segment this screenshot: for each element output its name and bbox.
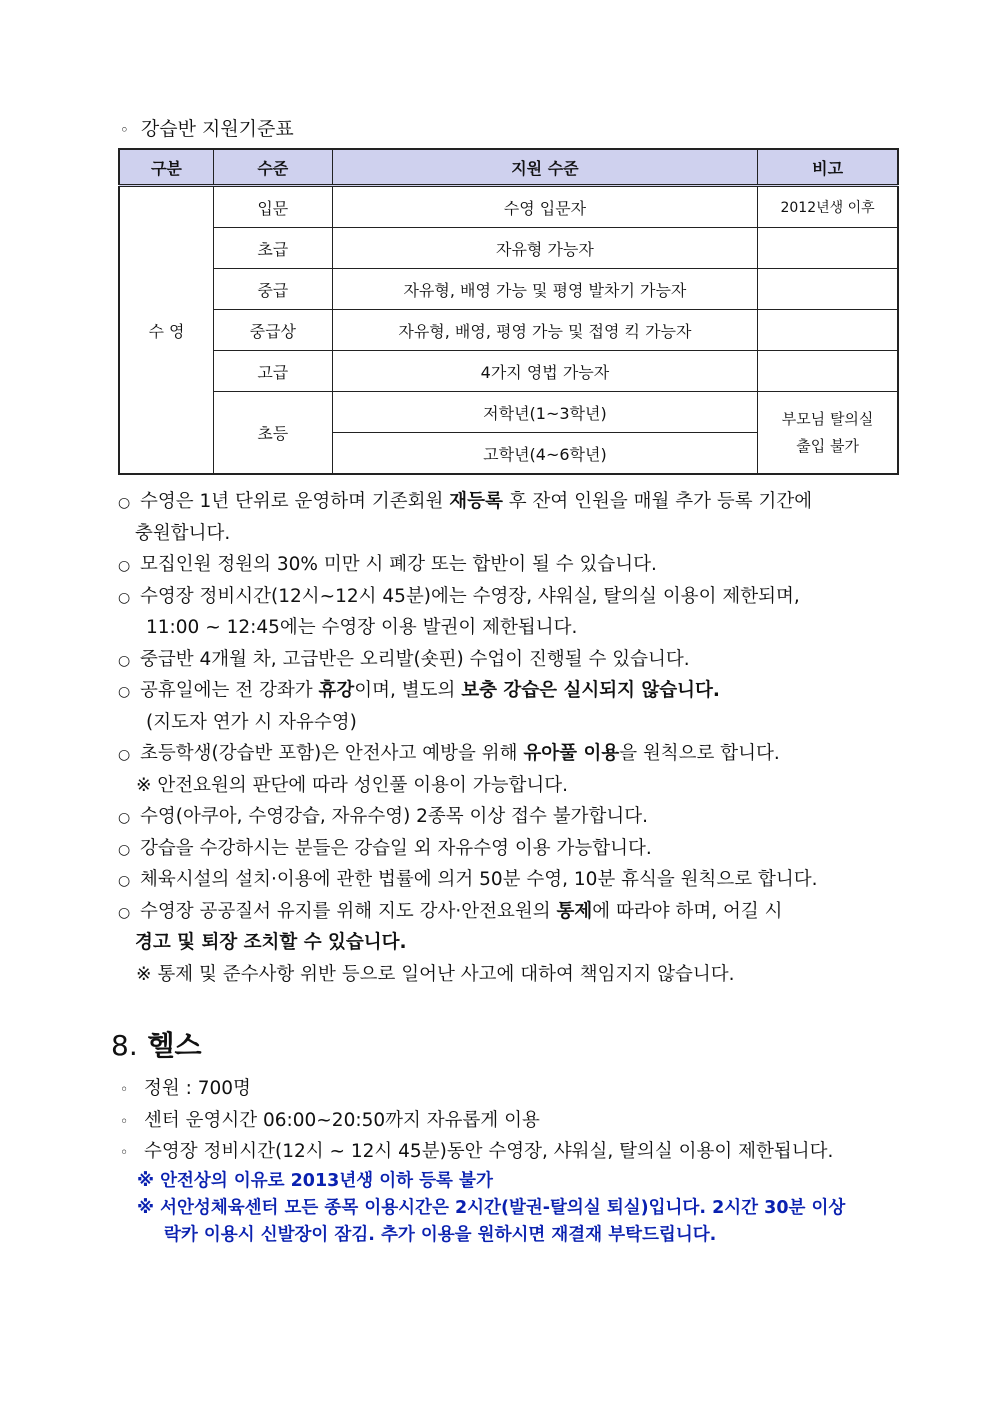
warning-note: ※ 안전상의 이유로 2013년생 이하 등록 불가 (137, 1170, 493, 1191)
note-line: 출입 불가 (796, 436, 859, 455)
section-title: 헬스 (147, 1029, 202, 1062)
warning-note: ※ 서안성체육센터 모든 종목 이용시간은 2시간(발권-탈의실 퇴실)입니다. 2시간 30분 이상 (137, 1197, 846, 1218)
health-list (120, 1073, 900, 1249)
list-sub-note: ※ 안전요원의 판단에 따라 성인풀 이용이 가능합니다. (136, 774, 568, 796)
list-item: ○ 수영장 공공질서 유지를 위해 지도 강사·안전요원의 통제에 따라야 하며, 어길 시 (118, 896, 898, 928)
swimming-notes (118, 486, 898, 990)
circle-bullet: ○ (118, 841, 131, 858)
level-cell: 초등 (213, 392, 332, 475)
note-cell (758, 351, 898, 392)
support-cell: 4가지 영법 가능자 (332, 351, 757, 392)
circle-bullet: ○ (118, 904, 131, 921)
table-section-heading (120, 114, 294, 141)
support-cell: 저학년(1~3학년) (332, 392, 757, 433)
circle-bullet: ○ (118, 873, 131, 889)
section-number: 8. (111, 1029, 138, 1062)
level-cell: 초급 (213, 228, 332, 269)
circle-bullet: ○ (118, 747, 131, 763)
list-item-continuation: 11:00 ~ 12:45에는 수영장 이용 발권이 제한됩니다. (146, 617, 578, 638)
level-cell: 입문 (213, 186, 332, 228)
table-row (119, 186, 898, 228)
list-item: ○ 모집인원 정원의 30% 미만 시 폐강 또는 합반이 될 수 있습니다. (118, 549, 898, 581)
support-cell: 고학년(4~6학년) (332, 433, 757, 475)
list-item: ◦ 수영장 정비시간(12시 ~ 12시 45분)동안 수영장, 샤워실, 탈의실 이용이 제한됩니다. (120, 1136, 900, 1168)
circle-bullet: ○ (118, 558, 131, 574)
list-item: ◦ 정원 : 700명 (120, 1073, 900, 1105)
list-item-continuation: 경고 및 퇴장 조치할 수 있습니다. (135, 932, 407, 953)
list-item-continuation: (지도자 연가 시 자유수영) (146, 711, 357, 733)
note-cell (758, 310, 898, 351)
support-cell: 자유형 가능자 (332, 228, 757, 269)
list-item: ○ 수영은 1년 단위로 운영하며 기존회원 재등록 후 잔여 인원을 매월 추가 등록 기간에 (118, 486, 898, 518)
circle-bullet: ○ (118, 589, 131, 606)
health-warnings (120, 1168, 900, 1249)
warning-note-continuation: 락카 이용시 신발장이 잠김. 추가 이용을 원하시면 재결재 부탁드립니다. (164, 1224, 717, 1245)
list-item: ○ 초등학생(강습반 포함)은 안전사고 예방을 위해 유아풀 이용을 원칙으로 합니다. (118, 738, 898, 770)
table-row (119, 351, 898, 392)
circle-bullet: ○ (118, 810, 131, 826)
header-support: 지원 수준 (332, 149, 757, 186)
circle-bullet: ○ (118, 684, 131, 700)
dot-bullet: ◦ (120, 1113, 129, 1130)
level-cell: 고급 (213, 351, 332, 392)
note-cell (758, 228, 898, 269)
support-cell: 자유형, 배영 가능 및 평영 발차기 가능자 (332, 269, 757, 310)
heading-text: 강습반 지원기준표 (140, 118, 294, 140)
list-item-continuation: 충원합니다. (135, 522, 231, 544)
header-level: 수준 (213, 149, 332, 186)
table-row (119, 392, 898, 433)
header-note: 비고 (758, 149, 898, 186)
list-item: ○ 체육시설의 설치·이용에 관한 법률에 의거 50분 수영, 10분 휴식을 원칙으로 합니다. (118, 864, 898, 896)
list-item: ○ 수영장 정비시간(12시~12시 45분)에는 수영장, 샤워실, 탈의실 이용이 제한되며, (118, 581, 898, 613)
support-standard-table (118, 148, 899, 475)
support-cell: 수영 입문자 (332, 186, 757, 228)
list-item: ○ 중급반 4개월 차, 고급반은 오리발(숏핀) 수업이 진행될 수 있습니다. (118, 644, 898, 676)
list-item: ○ 공휴일에는 전 강좌가 휴강이며, 별도의 보충 강습은 실시되지 않습니다. (118, 675, 898, 707)
dot-bullet: ◦ (120, 1082, 129, 1098)
note-cell (758, 392, 898, 475)
list-item: ◦ 센터 운영시간 06:00~20:50까지 자유롭게 이용 (120, 1105, 900, 1137)
level-cell: 중급상 (213, 310, 332, 351)
note-cell (758, 269, 898, 310)
circle-bullet: ○ (118, 495, 131, 511)
section-heading-health (111, 1024, 202, 1064)
table-row (119, 228, 898, 269)
note-line: 부모님 탈의실 (781, 409, 874, 428)
bullet: ◦ (120, 121, 129, 139)
support-cell: 자유형, 배영, 평영 가능 및 접영 킥 가능자 (332, 310, 757, 351)
note-cell: 2012년생 이후 (758, 186, 898, 228)
dot-bullet: ◦ (120, 1145, 129, 1161)
table-row (119, 269, 898, 310)
header-category: 구분 (119, 149, 213, 186)
circle-bullet: ○ (118, 652, 131, 669)
list-item: ○ 강습을 수강하시는 분들은 강습일 외 자유수영 이용 가능합니다. (118, 833, 898, 865)
list-sub-note: ※ 통제 및 준수사항 위반 등으로 일어난 사고에 대하여 책임지지 않습니다. (136, 963, 735, 985)
table-row (119, 310, 898, 351)
list-item: ○ 수영(아쿠아, 수영강습, 자유수영) 2종목 이상 접수 불가합니다. (118, 801, 898, 833)
level-cell: 중급 (213, 269, 332, 310)
category-cell: 수 영 (119, 186, 213, 475)
